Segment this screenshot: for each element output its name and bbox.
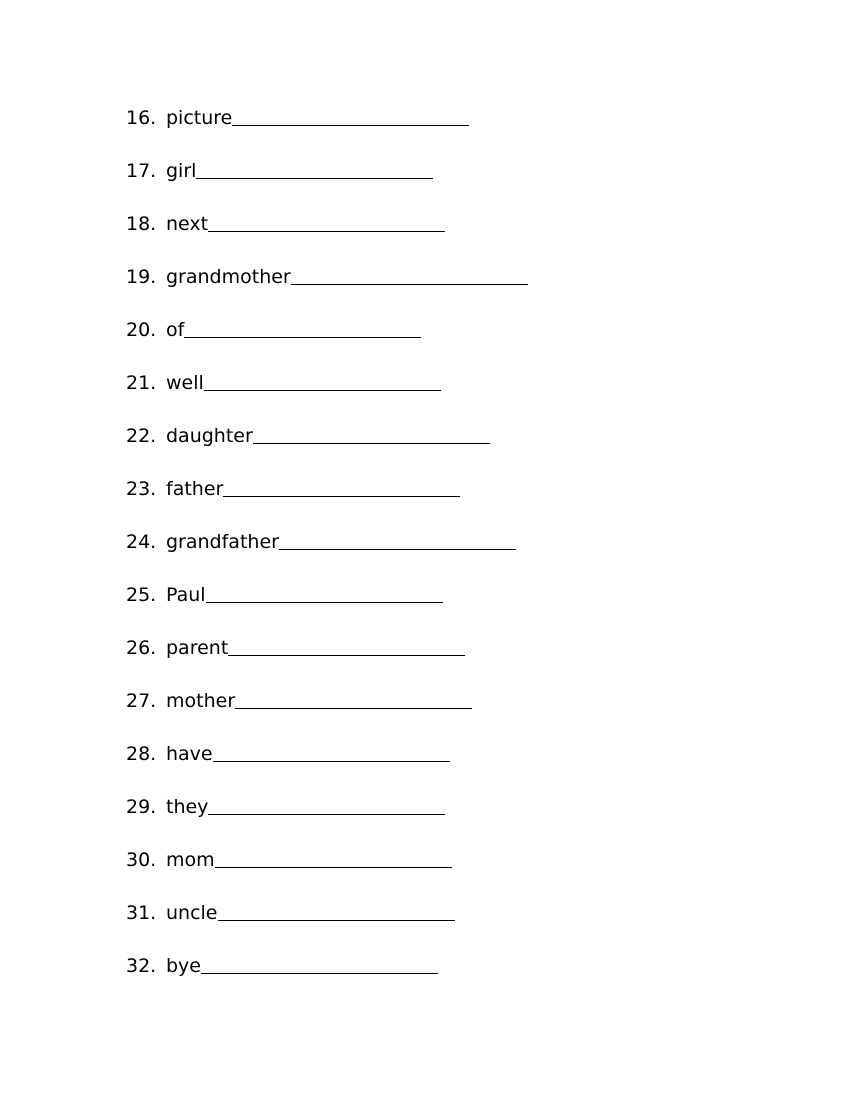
list-item [126,211,528,264]
list-item [126,317,528,370]
list-item [126,476,528,529]
item-number: 21. [126,372,157,394]
list-item [126,900,528,953]
item-number: 30. [126,849,157,871]
list-item [126,158,528,211]
item-word: uncle [166,902,218,924]
list-item [126,582,528,635]
word-list [126,105,528,1006]
answer-blank[interactable] [208,211,445,232]
answer-blank[interactable] [218,900,455,921]
answer-blank[interactable] [204,370,441,391]
item-number: 32. [126,955,157,977]
item-number: 20. [126,319,157,341]
item-word: mom [166,849,215,871]
answer-blank[interactable] [235,688,472,709]
item-number: 23. [126,478,157,500]
item-number: 24. [126,531,157,553]
item-word: parent [166,637,229,659]
list-item [126,529,528,582]
answer-blank[interactable] [215,847,452,868]
item-number: 19. [126,266,157,288]
list-item [126,794,528,847]
answer-blank[interactable] [201,953,438,974]
list-item [126,370,528,423]
answer-blank[interactable] [279,529,516,550]
list-item [126,953,528,1006]
item-word: mother [166,690,236,712]
item-number: 17. [126,160,157,182]
item-word: grandmother [166,266,291,288]
list-item [126,688,528,741]
list-item [126,847,528,900]
item-word: next [166,213,209,235]
item-word: father [166,478,224,500]
answer-blank[interactable] [208,794,445,815]
item-number: 28. [126,743,157,765]
item-word: daughter [166,425,253,447]
item-number: 16. [126,107,157,129]
item-word: have [166,743,213,765]
item-number: 31. [126,902,157,924]
item-word: grandfather [166,531,279,553]
answer-blank[interactable] [228,635,465,656]
answer-blank[interactable] [206,582,443,603]
item-word: bye [166,955,201,977]
item-number: 18. [126,213,157,235]
item-word: well [166,372,204,394]
item-number: 22. [126,425,157,447]
answer-blank[interactable] [232,105,469,126]
answer-blank[interactable] [253,423,490,444]
list-item [126,741,528,794]
list-item [126,105,528,158]
item-word: Paul [166,584,206,606]
list-item [126,423,528,476]
item-word: they [166,796,209,818]
list-item [126,635,528,688]
list-item [126,264,528,317]
item-number: 25. [126,584,157,606]
item-number: 29. [126,796,157,818]
item-number: 26. [126,637,157,659]
answer-blank[interactable] [291,264,528,285]
answer-blank[interactable] [223,476,460,497]
answer-blank[interactable] [196,158,433,179]
item-word: of [166,319,185,341]
item-word: girl [166,160,197,182]
answer-blank[interactable] [184,317,421,338]
item-number: 27. [126,690,157,712]
item-word: picture [166,107,233,129]
answer-blank[interactable] [213,741,450,762]
